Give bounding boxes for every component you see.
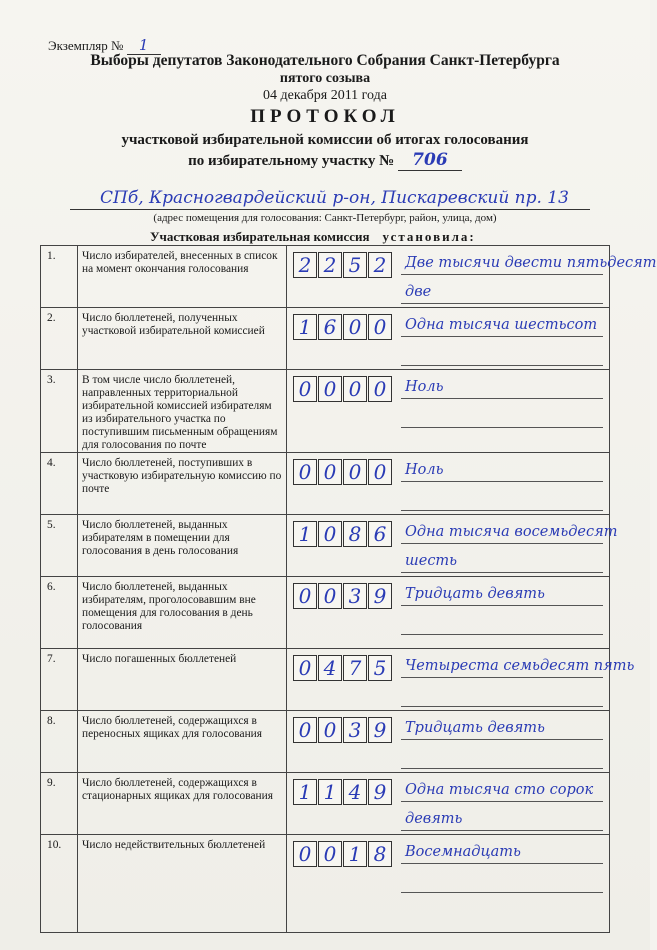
digit-boxes — [293, 655, 393, 681]
digit-box: 7 — [343, 655, 367, 681]
row-number: 1. — [41, 246, 78, 308]
row-value — [287, 246, 657, 308]
subtitle-line1: участковой избирательной комиссии об итогах голосования — [121, 132, 529, 148]
row-number: 8. — [41, 711, 78, 773]
words-line: Одна тысяча сто сорок — [401, 779, 603, 802]
table-row — [41, 577, 610, 649]
election-date: 04 декабря 2011 года — [262, 88, 387, 103]
value-in-words — [401, 717, 603, 769]
value-in-words — [401, 459, 603, 511]
value-in-words — [401, 841, 603, 893]
digit-boxes — [293, 779, 393, 805]
digit-boxes — [293, 841, 393, 867]
digit-box: 0 — [343, 314, 367, 340]
row-number: 9. — [41, 773, 78, 835]
digit-box: 5 — [343, 252, 367, 278]
words-line: Ноль — [401, 376, 603, 399]
row-number: 7. — [41, 649, 78, 711]
words-line: Четыреста семьдесят пять — [401, 655, 603, 678]
row-value — [287, 515, 618, 577]
digit-box: 2 — [368, 252, 392, 278]
digit-box: 0 — [318, 583, 342, 609]
document-type: ПРОТОКОЛ — [250, 106, 400, 127]
address-caption: (адрес помещения для голосования: Санкт-Петербург, район, улица, дом) — [153, 212, 497, 224]
table-row — [41, 246, 610, 308]
row-number: 6. — [41, 577, 78, 649]
row-number: 3. — [41, 370, 78, 453]
digit-box: 4 — [343, 779, 367, 805]
value-in-words — [401, 252, 657, 304]
digit-box: 0 — [318, 521, 342, 547]
row-value — [287, 773, 610, 835]
digit-boxes — [293, 717, 393, 743]
digit-box: 9 — [368, 717, 392, 743]
row-value — [287, 577, 610, 649]
digit-box: 6 — [318, 314, 342, 340]
words-line: Тридцать девять — [401, 583, 603, 606]
digit-boxes — [293, 521, 393, 547]
digit-box: 0 — [293, 655, 317, 681]
words-line — [401, 746, 603, 769]
digit-box: 0 — [293, 459, 317, 485]
words-line: Две тысячи двести пятьдесят — [401, 252, 603, 275]
value-in-words — [401, 779, 603, 831]
words-line: шесть — [401, 550, 603, 573]
row-number: 5. — [41, 515, 78, 577]
words-line — [401, 870, 603, 893]
precinct-number: 706 — [398, 150, 462, 171]
words-line: девять — [401, 808, 603, 831]
digit-box: 0 — [293, 717, 317, 743]
row-description: Число бюллетеней, выданных избирателям, проголосовавшим вне помещения для голосования в день голосования — [78, 577, 287, 649]
digit-box: 1 — [343, 841, 367, 867]
digit-box: 3 — [343, 717, 367, 743]
digit-box: 0 — [293, 376, 317, 402]
digit-box: 5 — [368, 655, 392, 681]
row-description: В том числе число бюллетеней, направленных территориальной избирательной комиссией избирателям из избирательного участка по поступившим письменным обращениям для голосования по почте — [78, 370, 287, 453]
commission-label: Участковая избирательная комиссия — [150, 229, 370, 244]
row-description: Число бюллетеней, полученных участковой избирательной комиссией — [78, 308, 287, 370]
words-line: Одна тысяча шестьсот — [401, 314, 603, 337]
row-value — [287, 370, 610, 453]
digit-box: 0 — [318, 717, 342, 743]
resolution-heading — [150, 229, 476, 245]
digit-box: 1 — [318, 779, 342, 805]
digit-box: 3 — [343, 583, 367, 609]
table-row — [41, 308, 610, 370]
precinct-label: по избирательному участку № — [188, 153, 395, 169]
value-in-words — [401, 376, 603, 428]
digit-box: 1 — [293, 779, 317, 805]
digit-box: 0 — [343, 376, 367, 402]
value-in-words — [401, 521, 618, 573]
table-row — [41, 773, 610, 835]
digit-boxes — [293, 252, 393, 278]
words-line: Ноль — [401, 459, 603, 482]
digit-box: 9 — [368, 583, 392, 609]
digit-box: 0 — [318, 459, 342, 485]
words-line: Одна тысяча восемьдесят — [401, 521, 603, 544]
row-description: Число бюллетеней, выданных избирателям в помещении для голосования в день голосования — [78, 515, 287, 577]
digit-boxes — [293, 376, 393, 402]
words-line: Восемнадцать — [401, 841, 603, 864]
row-description: Число недействительных бюллетеней — [78, 835, 287, 933]
words-line — [401, 405, 603, 428]
convocation: пятого созыва — [279, 71, 371, 86]
row-number: 4. — [41, 453, 78, 515]
table-row — [41, 649, 610, 711]
row-value — [287, 835, 610, 933]
value-in-words — [401, 314, 603, 366]
digit-box: 2 — [293, 252, 317, 278]
digit-box: 0 — [343, 459, 367, 485]
digit-box: 0 — [293, 583, 317, 609]
row-description: Число бюллетеней, поступивших в участковую избирательную комиссию по почте — [78, 453, 287, 515]
table-row — [41, 835, 610, 933]
digit-boxes — [293, 459, 393, 485]
row-description: Число бюллетеней, содержащихся в переносных ящиках для голосования — [78, 711, 287, 773]
words-line — [401, 612, 603, 635]
table-row — [41, 453, 610, 515]
digit-box: 2 — [318, 252, 342, 278]
digit-box: 0 — [293, 841, 317, 867]
table-row — [41, 711, 610, 773]
words-line — [401, 343, 603, 366]
row-number: 2. — [41, 308, 78, 370]
row-description: Число избирателей, внесенных в список на момент окончания голосования — [78, 246, 287, 308]
results-table — [40, 245, 657, 933]
value-in-words — [401, 583, 603, 635]
words-line — [401, 684, 603, 707]
row-value — [287, 649, 635, 711]
row-description: Число погашенных бюллетеней — [78, 649, 287, 711]
digit-box: 0 — [318, 841, 342, 867]
digit-box: 9 — [368, 779, 392, 805]
election-title: Выборы депутатов Законодательного Собрания Санкт-Петербурга — [90, 52, 560, 69]
digit-box: 0 — [368, 314, 392, 340]
subtitle-line2 — [0, 150, 650, 171]
digit-box: 0 — [368, 459, 392, 485]
row-number: 10. — [41, 835, 78, 933]
row-description: Число бюллетеней, содержащихся в стационарных ящиках для голосования — [78, 773, 287, 835]
digit-boxes — [293, 314, 393, 340]
digit-box: 8 — [368, 841, 392, 867]
row-value — [287, 453, 610, 515]
resolution-verb: установила: — [382, 229, 476, 244]
polling-address: СПб, Красногвардейский р-он, Пискаревский пр. 13 — [70, 186, 590, 210]
digit-box: 1 — [293, 314, 317, 340]
digit-box: 4 — [318, 655, 342, 681]
digit-box: 6 — [368, 521, 392, 547]
table-row — [41, 370, 610, 453]
words-line: две — [401, 281, 603, 304]
digit-box: 0 — [368, 376, 392, 402]
row-value — [287, 711, 610, 773]
row-value — [287, 308, 610, 370]
words-line — [401, 488, 603, 511]
digit-box: 0 — [318, 376, 342, 402]
table-row — [41, 515, 610, 577]
copy-label: Экземпляр № — [48, 38, 124, 53]
value-in-words — [401, 655, 635, 707]
copy-number: 1 — [127, 36, 161, 55]
words-line: Тридцать девять — [401, 717, 603, 740]
digit-box: 8 — [343, 521, 367, 547]
digit-box: 1 — [293, 521, 317, 547]
digit-boxes — [293, 583, 393, 609]
